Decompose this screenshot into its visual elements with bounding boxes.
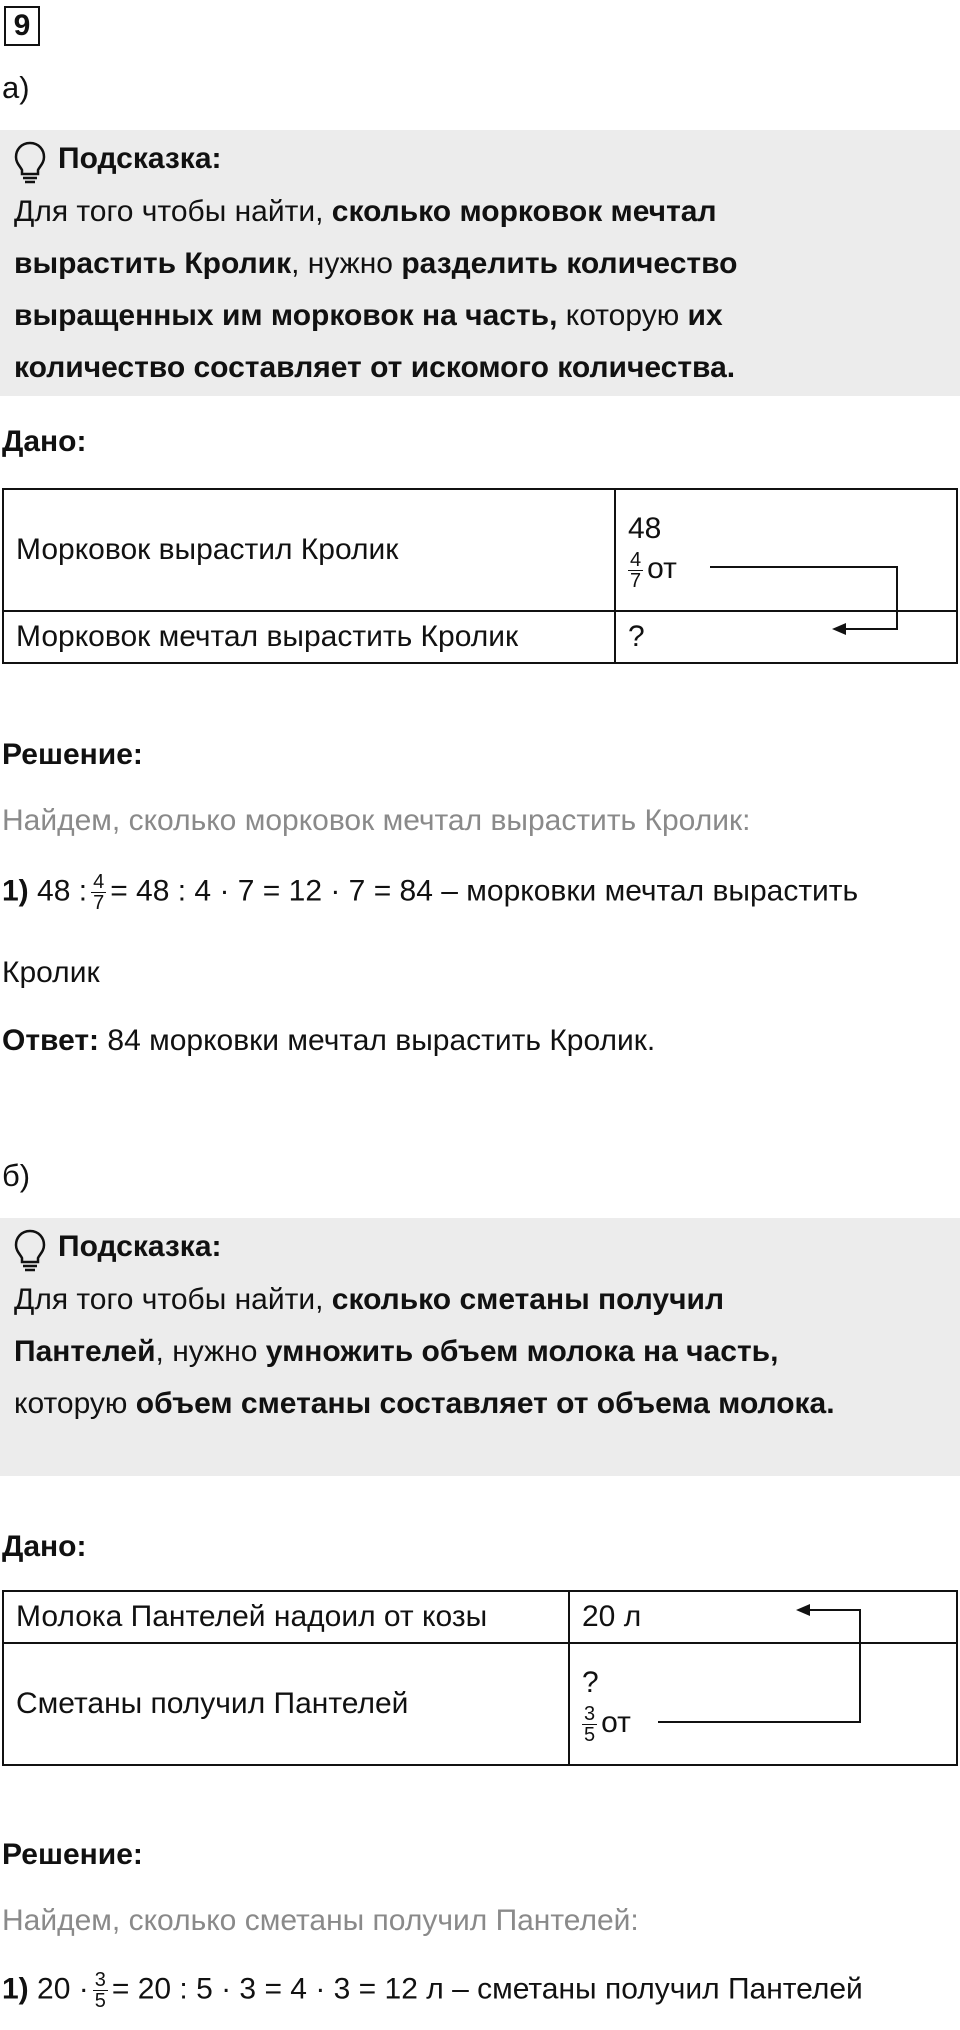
solution-label: Решение:: [2, 1838, 143, 1871]
table-cell-label: Сметаны получил Пантелей: [3, 1643, 569, 1765]
fraction: $\frac{3}{5}$: [94, 1969, 106, 2012]
hint-segment: их: [687, 299, 723, 332]
value-question: ?: [582, 1666, 599, 1700]
solution-step-1: 1) 48 : $\frac{4}{7}$ = 48 : 4 · 7 = 12 · 7 = 84 – морковки мечтал вырастить: [2, 871, 859, 914]
hint-box-b: [0, 1218, 960, 1476]
hint-segment: сколько сметаны получил: [331, 1283, 725, 1316]
hint-segment: которую: [14, 1387, 136, 1420]
fraction-of: $\frac{3}{5}$ от: [584, 1702, 631, 1746]
hint-segment: объем сметаны составляет от объема молока.: [135, 1387, 835, 1420]
solution-intro: Найдем, сколько морковок мечтал вырастить Кролик:: [2, 804, 751, 837]
given-table-b: [2, 1590, 958, 1766]
hint-segment: разделить количество: [401, 247, 738, 280]
hint-title: Подсказка:: [58, 1230, 222, 1263]
lightbulb-icon: [12, 1228, 48, 1272]
hint-line: [14, 1274, 835, 1326]
table-cell-label: Морковок мечтал вырастить Кролик: [3, 611, 615, 663]
answer: Ответ: 84 морковки мечтал вырастить Кролик.: [2, 1024, 656, 1057]
hint-segment: которую: [557, 299, 688, 332]
solution-label: Решение:: [2, 738, 143, 771]
hint-text: [14, 1274, 835, 1430]
part-b-label: б): [2, 1158, 31, 1193]
table-cell-label: Морковок вырастил Кролик: [3, 489, 615, 611]
hint-segment: Пантелей: [14, 1335, 156, 1368]
hint-segment: Для того чтобы найти,: [14, 1283, 332, 1316]
value-48: 48: [628, 512, 662, 546]
hint-segment: умножить объем молока на часть,: [265, 1335, 779, 1368]
hint-segment: выращенных им морковок на часть,: [14, 299, 558, 332]
hint-segment: количество составляет от искомого количества.: [14, 351, 736, 384]
hint-title: Подсказка:: [58, 142, 222, 175]
table-cell-label: Молока Пантелей надоил от козы: [3, 1591, 569, 1643]
task-number: 9: [4, 6, 40, 46]
solution-step-1-cont: Кролик: [2, 956, 100, 989]
hint-segment: Для того чтобы найти,: [14, 195, 332, 228]
solution-step-1: 1) 20 · $\frac{3}{5}$ = 20 : 5 · 3 = 4 · 3 = 12 л – сметаны получил Пантелей: [2, 1969, 863, 2012]
table-cell-value: ?: [615, 611, 957, 663]
hint-segment: вырастить Кролик: [14, 247, 292, 280]
part-a-label: а): [2, 70, 30, 105]
hint-line: [14, 1326, 835, 1378]
table-cell-value: [569, 1643, 957, 1765]
hint-segment: сколько морковок мечтал: [331, 195, 717, 228]
solution-intro: Найдем, сколько сметаны получил Пантелей:: [2, 1904, 639, 1937]
fraction: $\frac{4}{7}$: [93, 871, 105, 914]
fraction: $\frac{3}{5}$: [584, 1702, 596, 1746]
fraction-of: $\frac{4}{7}$ от: [630, 548, 677, 592]
fraction: $\frac{4}{7}$: [630, 548, 642, 592]
given-label: Дано:: [2, 1530, 87, 1563]
table-cell-value: 20 л: [569, 1591, 957, 1643]
hint-line: [14, 1378, 835, 1430]
hint-segment: , нужно: [155, 1335, 266, 1368]
given-label: Дано:: [2, 425, 87, 458]
hint-segment: , нужно: [291, 247, 402, 280]
